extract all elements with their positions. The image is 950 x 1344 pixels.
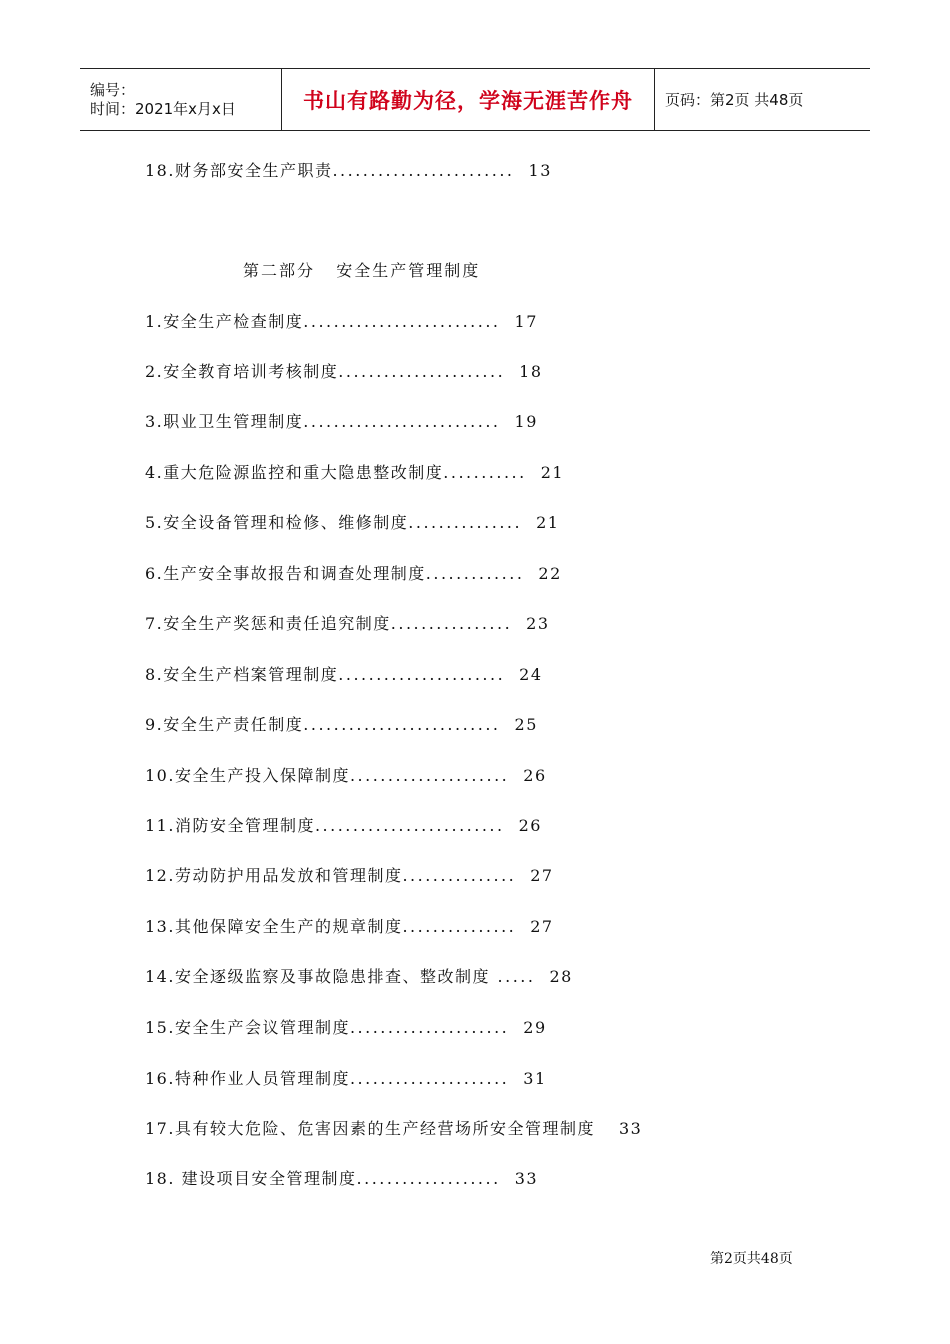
toc-entry: 9.安全生产责任制度.......................... 25 (145, 715, 538, 734)
toc-entry: 14.安全逐级监察及事故隐患排查、整改制度 ..... 28 (145, 967, 573, 986)
toc-entry: 2.安全教育培训考核制度...................... 18 (145, 362, 543, 381)
toc-entry: 3.职业卫生管理制度.......................... 19 (145, 412, 538, 431)
toc-entry: 17.具有较大危险、危害因素的生产经营场所安全管理制度 33 (145, 1119, 643, 1138)
toc-entry: 4.重大危险源监控和重大隐患整改制度........... 21 (145, 463, 565, 482)
number-label: 编号： (90, 80, 136, 99)
page-footer: 第2页共48页 (710, 1251, 793, 1267)
toc-entry: 6.生产安全事故报告和调查处理制度............. 22 (145, 564, 562, 583)
header-motto: 书山有路勤为径，学海无涯苦作舟 (282, 69, 655, 130)
time-label: 时间：2021年x月x日 (90, 99, 236, 118)
toc-entry: 16.特种作业人员管理制度..................... 31 (145, 1069, 547, 1088)
toc-entry: 7.安全生产奖惩和责任追究制度................ 23 (145, 614, 550, 633)
toc-entry: 10.安全生产投入保障制度..................... 26 (145, 766, 547, 785)
toc-entry: 11.消防安全管理制度......................... 26 (145, 816, 542, 835)
page-header (80, 68, 870, 131)
toc-entry: 18. 建设项目安全管理制度................... 33 (145, 1169, 539, 1188)
toc-entry: 15.安全生产会议管理制度..................... 29 (145, 1018, 547, 1037)
toc-entry: 12.劳动防护用品发放和管理制度............... 27 (145, 866, 554, 885)
toc-entry: 1.安全生产检查制度.......................... 17 (145, 312, 538, 331)
toc-entry: 8.安全生产档案管理制度...................... 24 (145, 665, 543, 684)
toc-entry: 18.财务部安全生产职责........................ 13 (145, 161, 552, 180)
toc-entry: 5.安全设备管理和检修、维修制度............... 21 (145, 513, 560, 532)
section-title: 第二部分 安全生产管理制度 (243, 261, 481, 280)
header-meta (80, 69, 282, 130)
header-page-label: 页码：第2页 共48页 (665, 91, 804, 109)
toc-entry: 13.其他保障安全生产的规章制度............... 27 (145, 917, 554, 936)
